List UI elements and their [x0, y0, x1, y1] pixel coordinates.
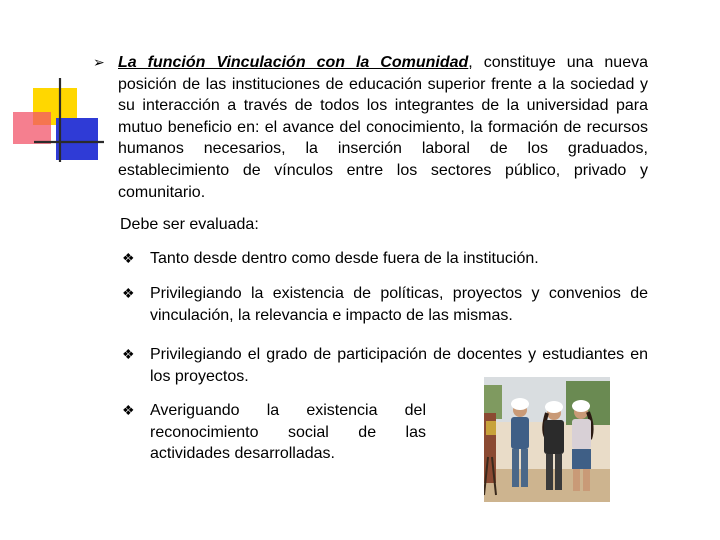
- intro-title: La función Vinculación con la Comunidad: [118, 54, 469, 71]
- evaluated-label: Debe ser evaluada:: [120, 216, 259, 233]
- arrow-bullet-icon: ➢: [93, 54, 105, 70]
- diamond-bullet-icon: ❖: [122, 285, 135, 301]
- criteria-item: Averiguando la existencia del reconocimiento social de las actividades desarrolladas.: [150, 402, 426, 463]
- criteria-item: Tanto desde dentro como desde fuera de la institución.: [150, 250, 539, 267]
- diamond-bullet-icon: ❖: [122, 250, 135, 266]
- intro-text: , constituye una nueva posición de las instituciones de educación superior frente a la sociedad y su interacción a través de todos los integrantes de la universidad para mutuo beneficio en: el avance del conocimiento, la formación de recursos humanos necesarios, la inserción laboral de los graduados, establecimiento de vínculos entre los sectores público, privado y comunitario.: [118, 54, 648, 201]
- criteria-item: Privilegiando la existencia de políticas, proyectos y convenios de vinculación, la relevancia e impacto de las mismas.: [150, 285, 648, 324]
- diamond-bullet-icon: ❖: [122, 402, 135, 418]
- color-blocks-decoration: [0, 0, 110, 180]
- criteria-item: Privilegiando el grado de participación de docentes y estudiantes en los proyectos.: [150, 346, 648, 385]
- intro-paragraph: [118, 52, 648, 203]
- diamond-bullet-icon: ❖: [122, 346, 135, 362]
- students-hardhats-photo: [484, 377, 610, 502]
